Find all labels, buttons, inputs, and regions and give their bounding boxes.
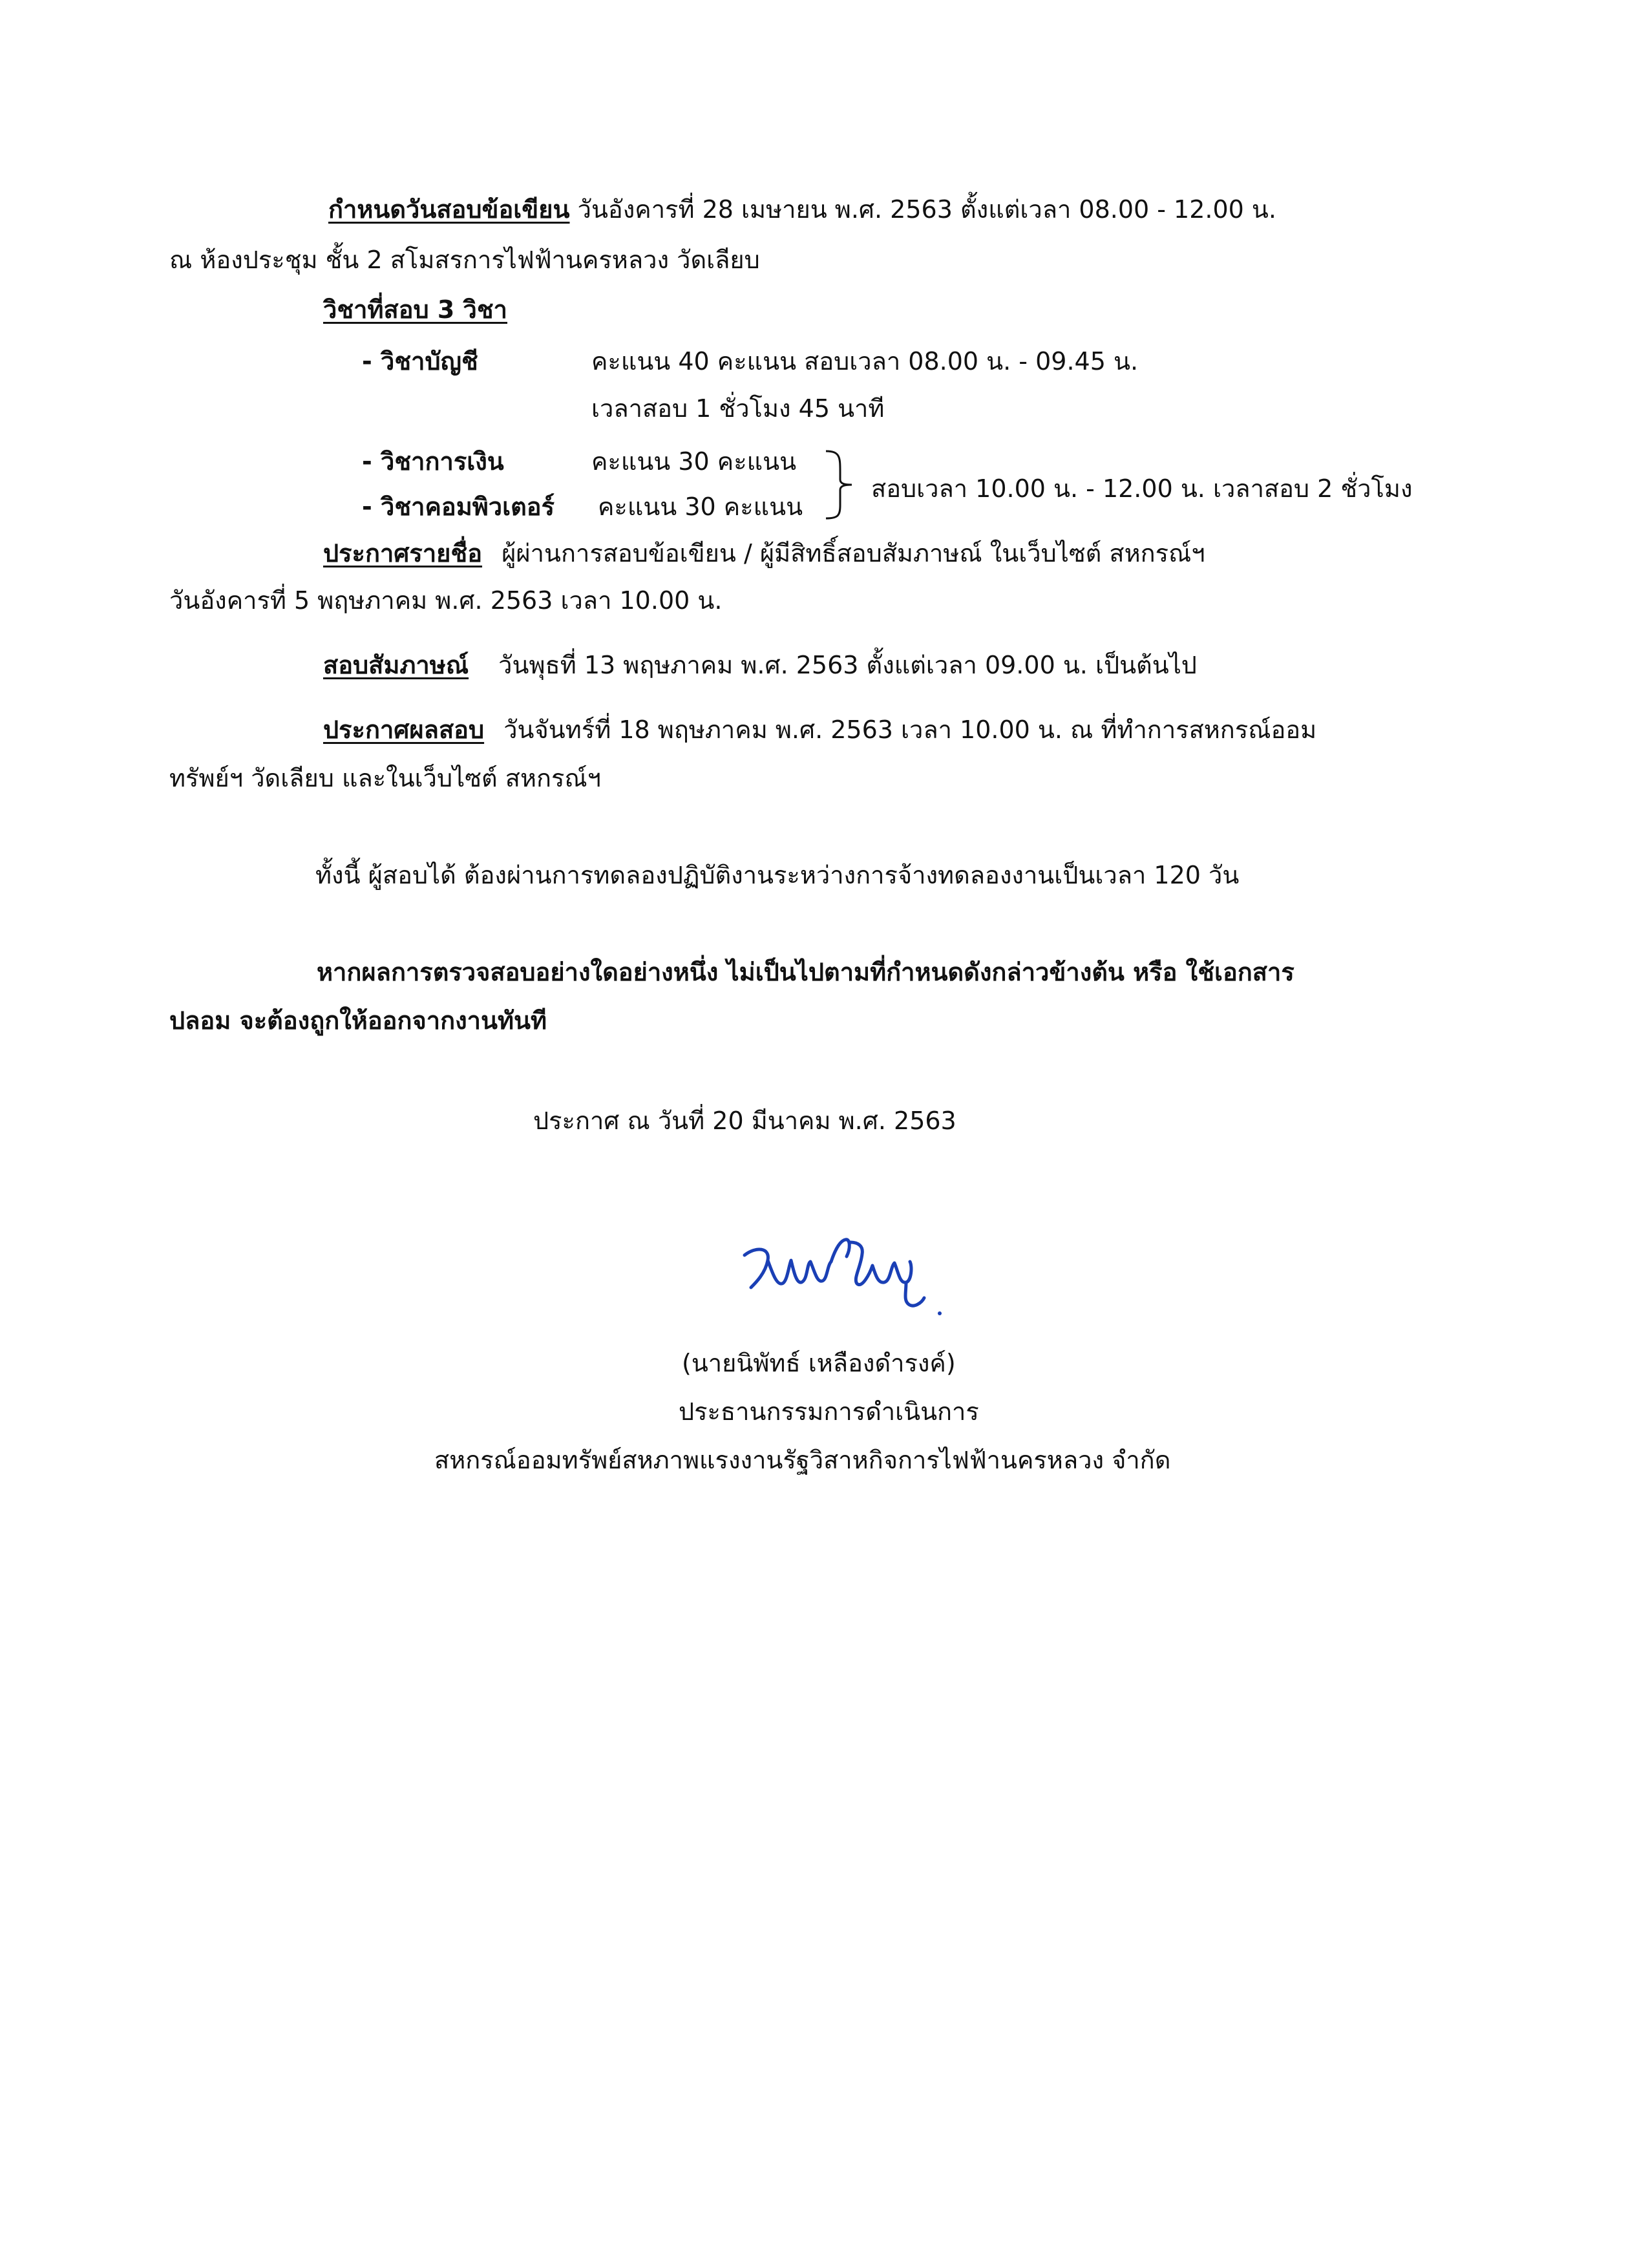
exam-date-label: กำหนดวันสอบข้อเขียน — [328, 195, 570, 224]
announce-names-date: วันอังคารที่ 5 พฤษภาคม พ.ศ. 2563 เวลา 10.00 น. — [169, 586, 723, 615]
subject-accounting-name: - วิชาบัญชี — [362, 347, 478, 376]
signature-image — [737, 1228, 950, 1325]
signatory-organization: สหกรณ์ออมทรัพย์สหภาพแรงงานรัฐวิสาหกิจการไฟฟ้านครหลวง จำกัด — [434, 1446, 1171, 1474]
exam-date-line — [328, 194, 1276, 225]
right-brace-icon — [821, 446, 860, 524]
announce-names-text: ผู้ผ่านการสอบข้อเขียน / ผู้มีสิทธิ์สอบสัมภาษณ์ ในเว็บไซต์ สหกรณ์ฯ — [502, 539, 1205, 567]
warning-line-1: หากผลการตรวจสอบอย่างใดอย่างหนึ่ง ไม่เป็นไปตามที่กำหนดดังกล่าวข้างต้น หรือ ใช้เอกสาร — [317, 958, 1294, 986]
subject-finance-score: คะแนน 30 คะแนน — [591, 447, 797, 476]
shared-exam-time: สอบเวลา 10.00 น. - 12.00 น. เวลาสอบ 2 ชั่วโมง — [871, 474, 1413, 503]
exam-location: ณ ห้องประชุม ชั้น 2 สโมสรการไฟฟ้านครหลวง วัดเลียบ — [169, 246, 760, 274]
subject-computer-score: คะแนน 30 คะแนน — [598, 493, 803, 521]
exam-date-text: วันอังคารที่ 28 เมษายน พ.ศ. 2563 ตั้งแต่เวลา 08.00 - 12.00 น. — [577, 195, 1276, 224]
interview-label: สอบสัมภาษณ์ — [323, 651, 469, 679]
subject-computer-name: - วิชาคอมพิวเตอร์ — [362, 493, 555, 521]
announce-names-label: ประกาศรายชื่อ — [323, 539, 483, 567]
subjects-heading: วิชาที่สอบ 3 วิชา — [323, 295, 508, 324]
subject-accounting-score: คะแนน 40 คะแนน สอบเวลา 08.00 น. - 09.45 น. — [591, 347, 1139, 376]
subject-accounting-duration: เวลาสอบ 1 ชั่วโมง 45 นาที — [591, 394, 885, 423]
results-line — [323, 714, 1316, 745]
subject-finance-name: - วิชาการเงิน — [362, 447, 504, 476]
warning-line-2: ปลอม จะต้องถูกให้ออกจากงานทันที — [169, 1006, 547, 1035]
probation-note: ทั้งนี้ ผู้สอบได้ ต้องผ่านการทดลองปฏิบัติงานระหว่างการจ้างทดลองงานเป็นเวลา 120 วัน — [315, 861, 1240, 889]
announce-names-line — [323, 538, 1205, 569]
signatory-position: ประธานกรรมการดำเนินการ — [679, 1397, 979, 1426]
interview-text: วันพุธที่ 13 พฤษภาคม พ.ศ. 2563 ตั้งแต่เวลา 09.00 น. เป็นต้นไป — [498, 651, 1197, 679]
signatory-name: (นายนิพัทธ์ เหลืองดำรงค์) — [682, 1349, 956, 1377]
results-text-continued: ทรัพย์ฯ วัดเลียบ และในเว็บไซต์ สหกรณ์ฯ — [169, 764, 602, 792]
results-text: วันจันทร์ที่ 18 พฤษภาคม พ.ศ. 2563 เวลา 10.00 น. ณ ที่ทำการสหกรณ์ออม — [503, 715, 1317, 744]
interview-line — [323, 650, 1197, 681]
announced-date: ประกาศ ณ วันที่ 20 มีนาคม พ.ศ. 2563 — [533, 1107, 956, 1135]
results-label: ประกาศผลสอบ — [323, 715, 485, 744]
